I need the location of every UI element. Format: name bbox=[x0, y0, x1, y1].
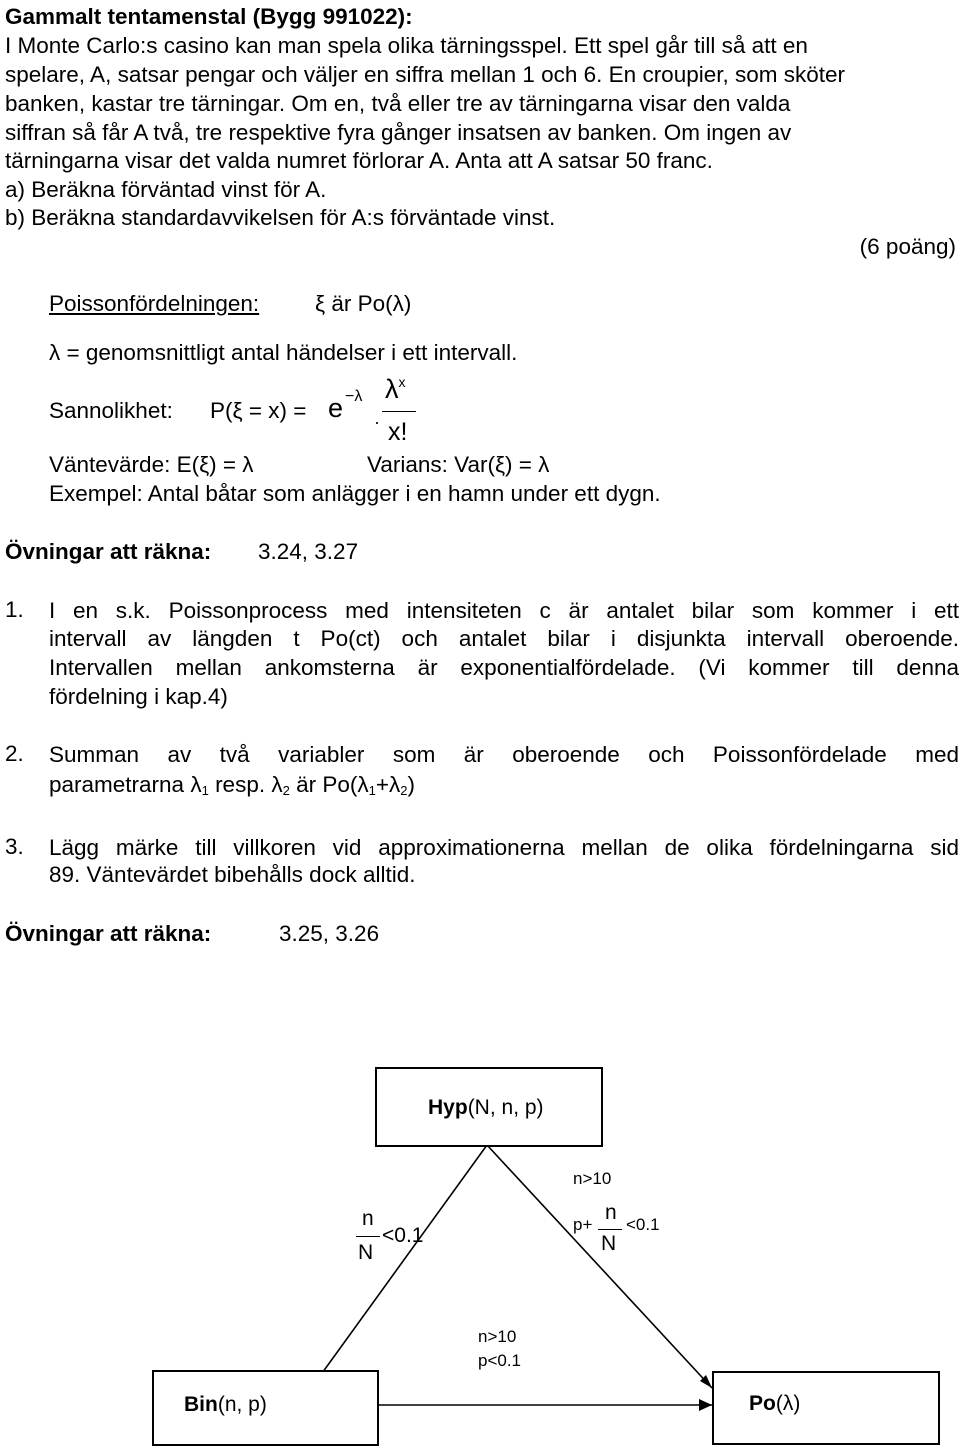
bin-label: Bin(n, p) bbox=[184, 1393, 267, 1416]
exam-question-a: a) Beräkna förväntad vinst för A. bbox=[5, 177, 327, 202]
exam-line-2: spelare, A, satsar pengar och väljer en siffra mellan 1 och 6. En croupier, som sköter bbox=[5, 62, 846, 87]
prob-label: Sannolikhet: bbox=[49, 398, 173, 423]
exercises-items-1: 3.24, 3.27 bbox=[258, 539, 359, 564]
note-1-line-4: fördelning i kap.4) bbox=[49, 684, 228, 709]
note-2-number: 2. bbox=[5, 741, 24, 766]
poisson-xi-is: ξ är Po(λ) bbox=[315, 291, 412, 316]
prob-exponent: −λ bbox=[345, 388, 363, 405]
exam-title: Gammalt tentamenstal (Bygg 991022): bbox=[5, 4, 413, 29]
bottom-cond-2: p<0.1 bbox=[478, 1351, 522, 1370]
left-cond-denominator: N bbox=[358, 1241, 374, 1264]
exam-question-b: b) Beräkna standardavvikelsen för A:s förväntade vinst. bbox=[5, 205, 556, 230]
exam-line-3: banken, kastar tre tärningar. Om en, två eller tre av tärningarna visar den valda bbox=[5, 91, 791, 116]
note-2-line-2: parametrarna $\lambda_1$ resp. $\lambda_2$ är $Po(\lambda_1+\lambda_2)$ bbox=[49, 772, 415, 798]
note-3-line-1: Lägg märke till villkoren vid approximationerna mellan de olika fördelningarna sid bbox=[49, 835, 959, 860]
prob-lhs: P(ξ = x) = bbox=[210, 398, 307, 423]
right-cond-prefix: p+ bbox=[573, 1215, 593, 1234]
note-3-line-2: 89. Väntevärdet bibehålls dock alltid. bbox=[49, 862, 416, 887]
prob-denominator: x! bbox=[388, 418, 408, 446]
note-1-line-1: I en s.k. Poissonprocess med intensiteten c är antalet bilar som kommer i ett bbox=[49, 598, 959, 623]
left-cond-value: <0.1 bbox=[382, 1224, 424, 1247]
arrow-hyp-to-bin bbox=[312, 1145, 487, 1387]
bottom-cond-1: n>10 bbox=[478, 1327, 517, 1346]
right-cond-fraction-bar bbox=[598, 1229, 622, 1230]
note-1-line-3: Intervallen mellan ankomsterna är exponentialfördelade. (Vi kommer till denna bbox=[49, 655, 959, 680]
hyp-label: Hyp(N, n, p) bbox=[428, 1096, 544, 1119]
right-cond-denominator: N bbox=[601, 1232, 617, 1255]
po-label: Po(λ) bbox=[749, 1392, 801, 1415]
poisson-lambda-def: λ = genomsnittligt antal händelser i ett intervall. bbox=[49, 340, 518, 365]
poisson-heading: Poissonfördelningen: bbox=[49, 291, 260, 316]
exercises-label-1: Övningar att räkna: bbox=[5, 539, 212, 564]
exam-line-5: tärningarna visar det valda numret förlorar A. Anta att A satsar 50 franc. bbox=[5, 148, 713, 173]
prob-e: e bbox=[328, 393, 344, 423]
left-cond-fraction-bar bbox=[356, 1236, 380, 1237]
right-cond-top: n>10 bbox=[573, 1169, 612, 1188]
note-1-number: 1. bbox=[5, 597, 24, 622]
note-3-number: 3. bbox=[5, 834, 24, 859]
prob-dot: · bbox=[374, 412, 380, 432]
right-cond-value: <0.1 bbox=[626, 1215, 660, 1234]
right-cond-numerator: n bbox=[605, 1201, 617, 1224]
exercises-label-2: Övningar att räkna: bbox=[5, 921, 212, 946]
exam-line-4: siffran så får A två, tre respektive fyra gånger insatsen av banken. Om ingen av bbox=[5, 120, 792, 145]
left-cond-numerator: n bbox=[362, 1207, 374, 1230]
exercises-items-2: 3.25, 3.26 bbox=[279, 921, 380, 946]
note-2-line-1: Summan av två variabler som är oberoende och Poissonfördelade med bbox=[49, 742, 959, 767]
po-box bbox=[712, 1371, 940, 1445]
poisson-variance: Varians: Var(ξ) = λ bbox=[367, 452, 550, 477]
poisson-example: Exempel: Antal båtar som anlägger i en hamn under ett dygn. bbox=[49, 481, 661, 506]
note-1-line-2: intervall av längden t Po(ct) och antalet bilar i disjunkta intervall oberoende. bbox=[49, 626, 959, 651]
exam-line-1: I Monte Carlo:s casino kan man spela olika tärningsspel. Ett spel går till så att en bbox=[5, 33, 808, 58]
prob-numerator: $\lambda^x$ bbox=[385, 374, 406, 404]
exam-points: (6 poäng) bbox=[859, 234, 956, 259]
arrow-bin-to-po-head bbox=[699, 1399, 712, 1411]
poisson-mean: Väntevärde: E(ξ) = λ bbox=[49, 452, 254, 477]
